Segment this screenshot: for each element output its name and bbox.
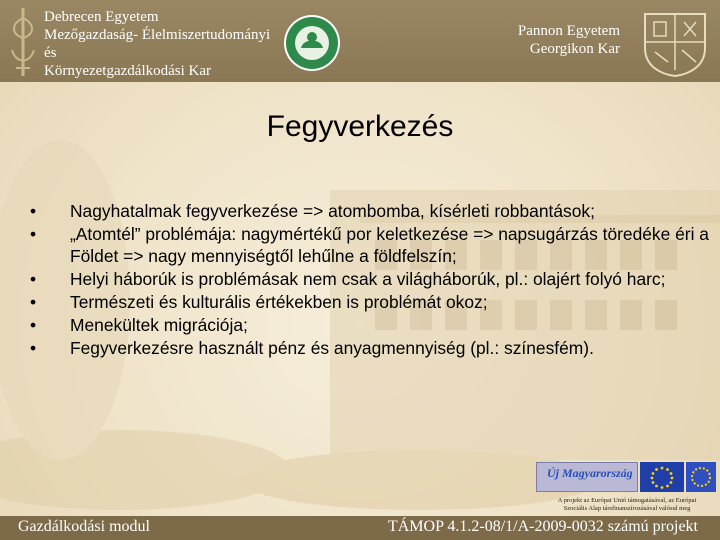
esf-logo-icon	[686, 462, 716, 492]
bullet-text: Nagyhatalmak fegyverkezése => atombomba, kísérleti robbantások;	[70, 201, 595, 221]
eu-note-line: Szociális Alap társfinanszírozásával valósul meg	[563, 505, 691, 512]
university-title-left	[44, 8, 284, 80]
bullet-item	[30, 268, 715, 290]
eu-flag-icon	[640, 462, 684, 492]
bullet-marker: •	[30, 224, 37, 244]
faculty-seal-icon	[283, 14, 341, 72]
bullet-text: „Atomtél” problémája: nagymértékű por keletkezése => napsugárzás töredéke éri a Földet => nagy mennyiségtől lehűlne a földfelszín;	[70, 224, 709, 266]
bullet-item	[30, 291, 715, 313]
eu-note-line: A projekt az Európai Unió támogatásával, az Európai	[557, 497, 697, 504]
bullet-text: Menekültek migrációja;	[70, 315, 248, 335]
bullet-text: Fegyverkezésre használt pénz és anyagmennyiség (pl.: színesfém).	[70, 338, 594, 358]
georgikon-shield-icon	[640, 10, 710, 78]
header-bar	[0, 0, 720, 82]
bullet-item	[30, 223, 715, 267]
footer-module-name: Gazdálkodási modul	[18, 518, 150, 535]
header-right-line: Georgikon Kar	[529, 41, 620, 57]
uj-magyarorszag-logo-text: Új Magyarország	[547, 466, 633, 480]
bullet-text: Helyi háborúk is problémásak nem csak a világháborúk, pl.: olajért folyó harc;	[70, 269, 666, 289]
bullet-list	[30, 200, 715, 360]
university-title-right	[500, 22, 620, 58]
eu-funding-note	[537, 497, 717, 513]
footer-project-id: TÁMOP 4.1.2-08/1/A-2009-0032 számú projekt	[387, 518, 698, 535]
bullet-marker: •	[30, 338, 37, 358]
bullet-marker: •	[30, 315, 37, 335]
bullet-marker: •	[30, 201, 37, 221]
slide-title: Fegyverkezés	[266, 110, 454, 143]
footer-bar	[0, 516, 720, 540]
header-right-line: Pannon Egyetem	[517, 23, 620, 39]
debrecen-logo-icon	[6, 6, 40, 78]
bullet-item	[30, 314, 715, 336]
header-left-line: Mezőgazdaság- Élelmiszertudományi és	[44, 27, 271, 61]
funding-logos	[536, 462, 716, 492]
header-left-line: Környezetgazdálkodási Kar	[44, 63, 212, 79]
bullet-marker: •	[30, 269, 37, 289]
bullet-text: Természeti és kulturális értékekben is problémát okoz;	[70, 292, 488, 312]
uj-magyarorszag-logo	[536, 462, 638, 492]
header-left-line: Debrecen Egyetem	[44, 9, 159, 25]
bullet-item	[30, 200, 715, 222]
bullet-marker: •	[30, 292, 37, 312]
bullet-item	[30, 337, 715, 359]
